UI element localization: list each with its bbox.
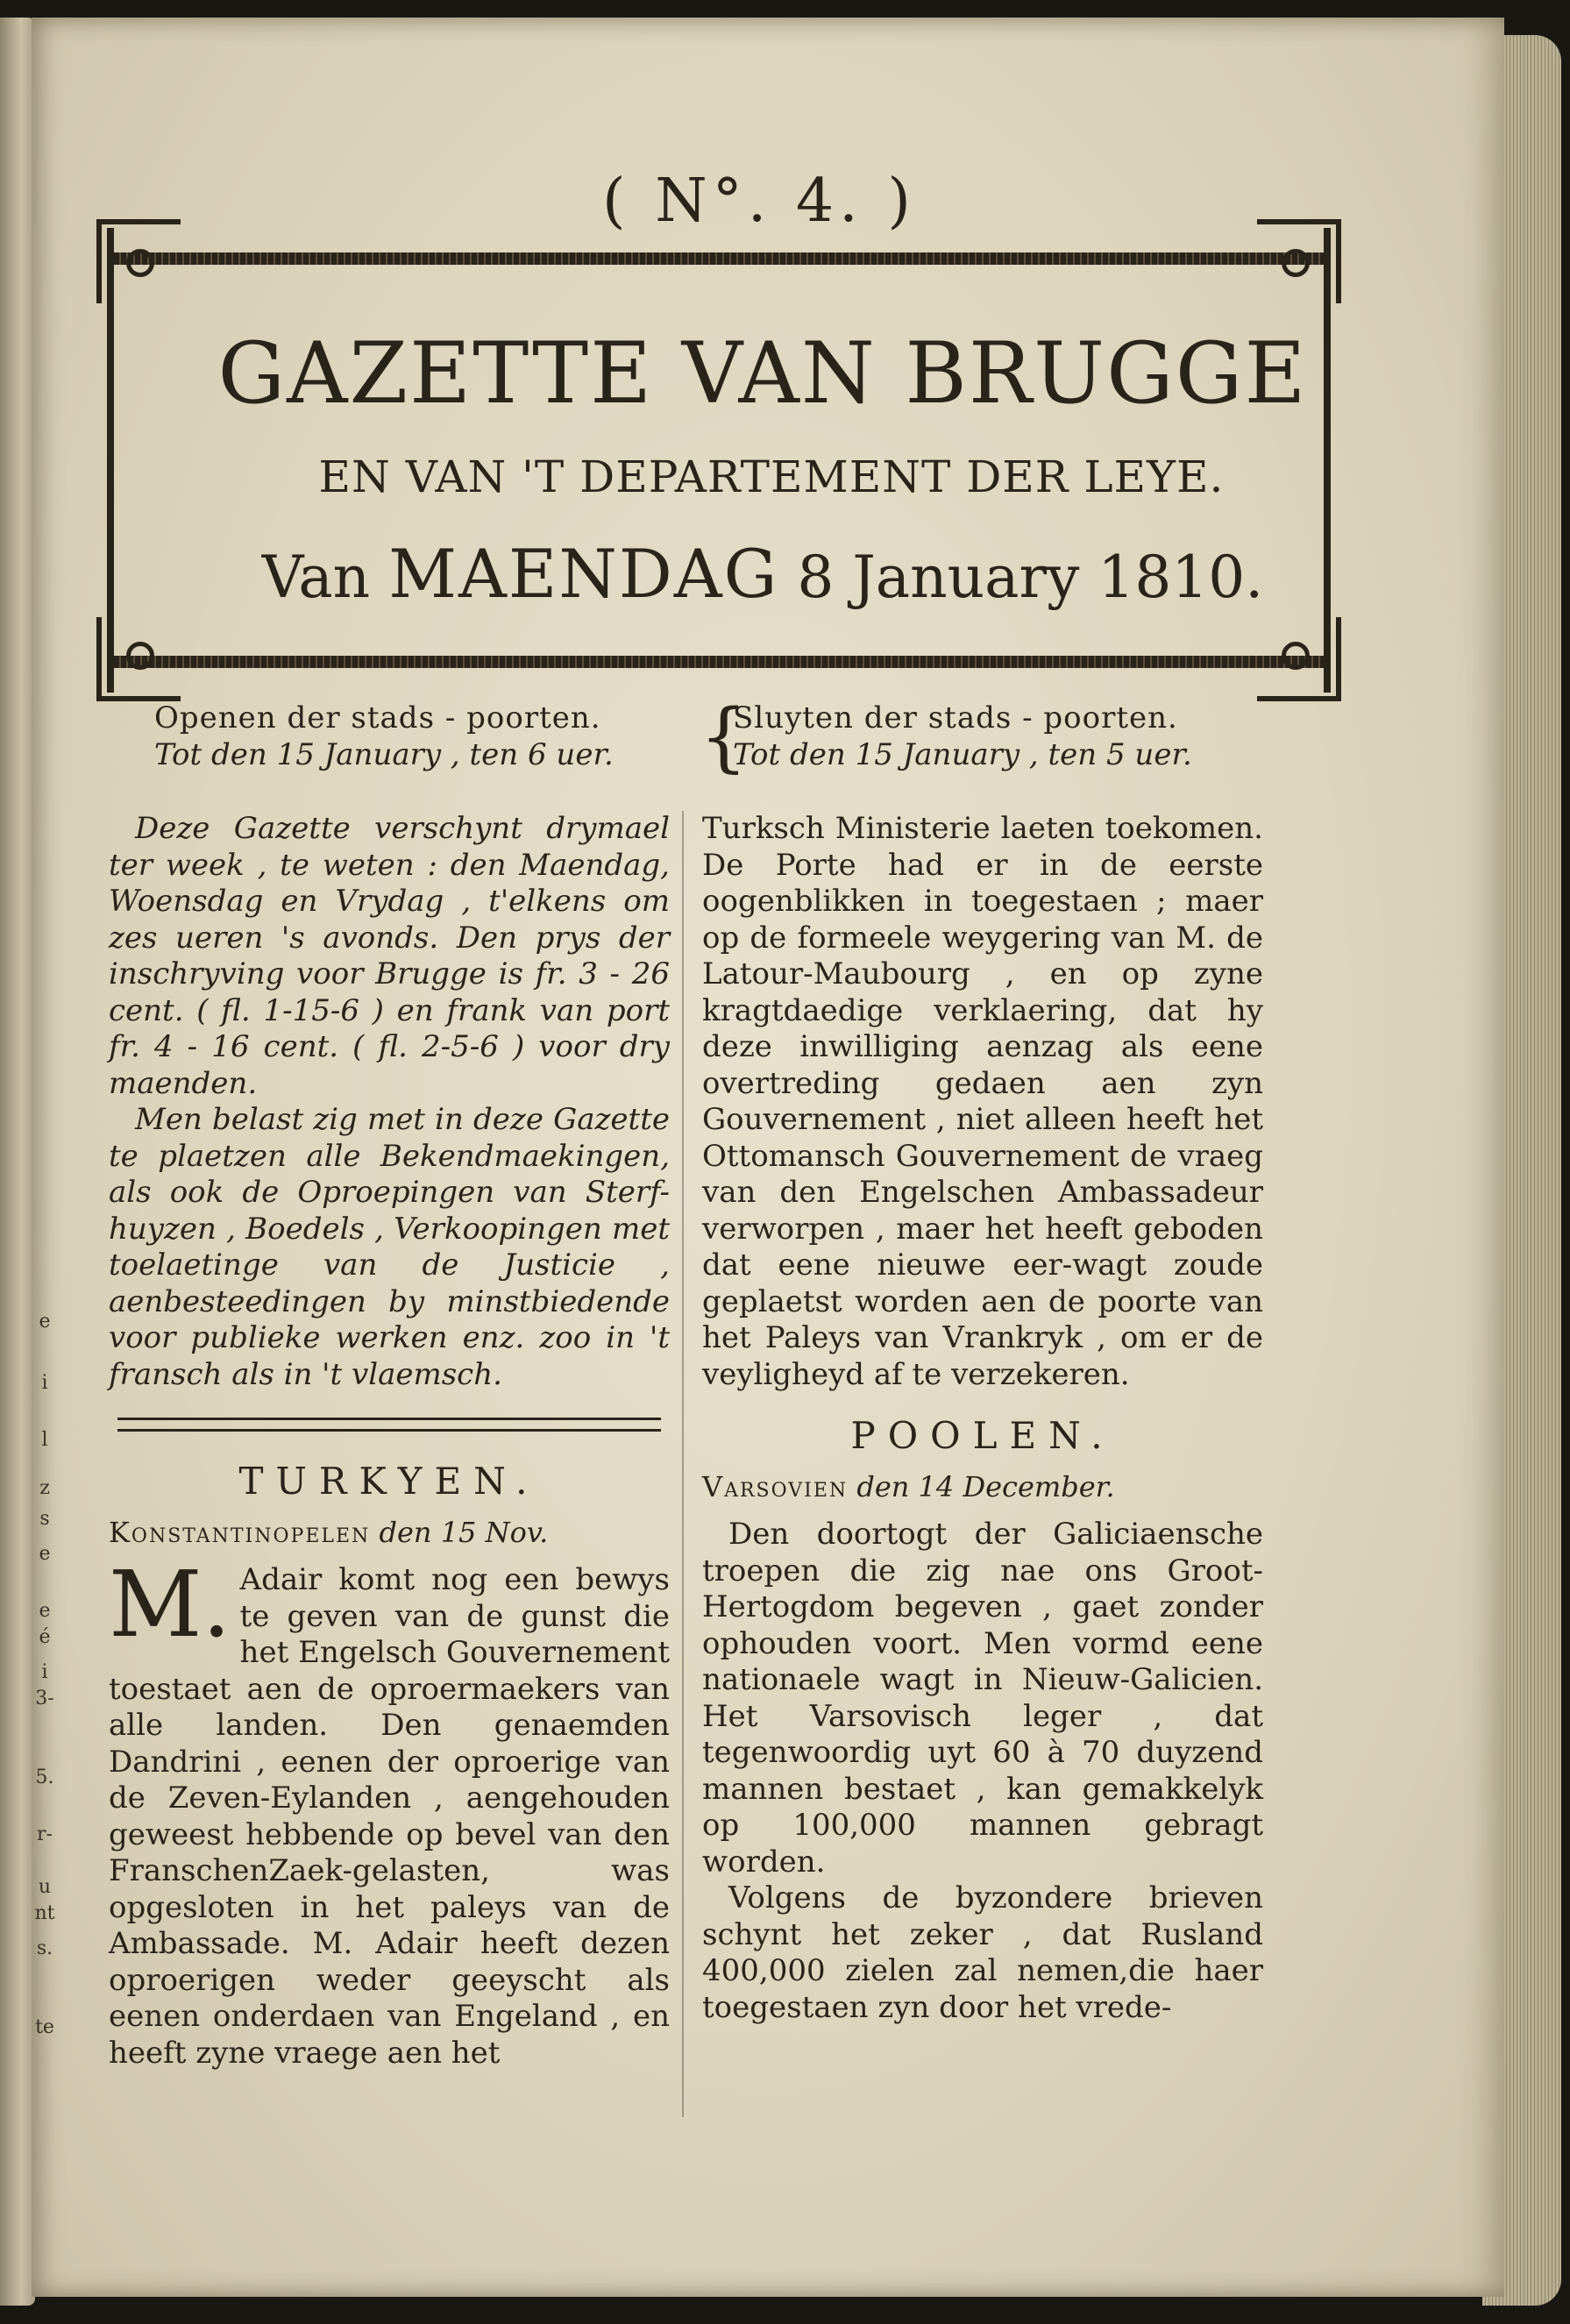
article-poolen-p1: Den doortogt der Galiciaensche troepen die zig nae ons Groot-Hertogdom begeven , gaet zonder ophouden voort. Men vormd eene nationaele wagt in Nieuw-Galicien. Het Varsovisch leger , dat tegenwoordig uyt 60 à 70 duyzend mannen bestaet , kan gemakkelyk op 100,000 mannen gebragt worden. <box>702 1517 1263 1880</box>
article-continuation: Turksch Ministerie laeten toekomen. De Porte had er in de eerste oogenblikken in toegestaen ; maer op de formeele weygering van M. de Latour-Maubourg , en op zyne kragtdaedige verklaering, dat hy deze inwilliging aenzag als eene overtreding gedaen aen zyn Gouvernement , niet alleen heeft het Ottomansch Gouvernement de vraeg van den Engelschen Ambassadeur verworpen , maer het heeft geboden dat eene nieuwe eer-wagt zoude geplaetst worden aen de poorte van het Paleys van Vrankryk , om er de veyligheyd af te verzekeren. <box>702 811 1263 1392</box>
ornament-corner-icon <box>1257 219 1341 303</box>
margin-fragment: e <box>39 1600 51 1622</box>
newspaper-subtitle: EN VAN 'T DEPARTEMENT DER LEYE. <box>318 451 1225 502</box>
dateline-place: Konstantinopelen <box>109 1516 371 1549</box>
margin-fragment: s <box>39 1508 50 1530</box>
margin-fragment: é <box>39 1626 51 1648</box>
margin-fragment: u <box>38 1876 52 1898</box>
drop-cap: M. <box>109 1551 231 1658</box>
brace-icon: { <box>700 693 748 781</box>
gates-open <box>154 700 715 773</box>
margin-fragment: te <box>35 2016 54 2038</box>
subscription-notice: Deze Gazette verschynt drymael ter week , te weten : den Maendag, Woensdag en Vrydag , t'elkens om zes ueren 's avonds. Den prys der inschryving voor Brugge is fr. 3 - 26 cent. ( fl. 1-15-6 ) en frank van port fr. 4 - 16 cent. ( fl. 2-5-6 ) voor dry maenden. <box>109 811 670 1101</box>
masthead-frame <box>107 228 1331 693</box>
facing-page-edge <box>0 18 35 2306</box>
margin-fragment: z <box>39 1477 50 1499</box>
date-prefix: Van <box>261 544 371 611</box>
margin-fragment: 5. <box>35 1766 54 1788</box>
margin-fragment: 3- <box>35 1688 54 1709</box>
article-poolen-p2: Volgens de byzondere brieven schynt het zeker , dat Rusland 400,000 zielen zal nemen,die haer toegestaen zyn door het vrede- <box>702 1880 1263 2025</box>
gates-close <box>733 700 1294 773</box>
gates-close-time: Tot den 15 January , ten 5 uer. <box>733 737 1192 772</box>
margin-fragment: nt <box>34 1902 55 1924</box>
margin-fragment: i <box>41 1661 48 1683</box>
dateline-date: den 15 Nov. <box>379 1516 549 1549</box>
frame-border-top <box>114 252 1324 265</box>
ornament-corner-icon <box>96 219 181 303</box>
ornament-corner-icon <box>1257 617 1341 701</box>
gates-open-title: Openen der stads - poorten. <box>154 700 601 736</box>
gates-open-time: Tot den 15 January , ten 6 uer. <box>154 737 614 772</box>
dateline-date: den 14 December. <box>856 1470 1115 1503</box>
frame-border-bottom <box>114 656 1324 668</box>
issue-number: ( N°. 4. ) <box>602 167 916 236</box>
section-divider <box>117 1418 661 1432</box>
section-heading-turkyen: TURKYEN. <box>238 1460 540 1503</box>
date-rest: 8 January 1810. <box>797 544 1264 611</box>
newspaper-title: GAZETTE VAN BRUGGE <box>217 324 1308 423</box>
article-turkyen-body: Adair komt nog een bewys te geven van de gunst die het Engelsch Gouvernement toestaet aen de oproermaekers van alle landen. Den genaemden Dandrini , eenen der oproerige van de Zeven-Eylanden , aengehouden geweest hebbende op bevel van den FranschenZaek-gelasten, was opgesloten in het paleys van de Ambassade. M. Adair heeft dezen oproerigen weder geeyscht als eenen onderdaen van Engeland , en heeft zyne vraege aen het <box>109 1562 670 2071</box>
margin-fragment: r- <box>37 1823 53 1845</box>
dateline-place: Varsovien <box>702 1470 849 1503</box>
left-column <box>109 811 670 2072</box>
margin-fragment: l <box>41 1429 48 1451</box>
article-turkyen <box>109 1551 670 2072</box>
date-weekday: MAENDAG <box>388 535 779 613</box>
gates-close-title: Sluyten der stads - poorten. <box>733 700 1178 736</box>
margin-fragment: i <box>41 1372 48 1394</box>
newspaper-page <box>32 18 1504 2297</box>
right-column <box>702 811 1263 2026</box>
issue-date <box>237 535 1289 613</box>
margin-fragment: s. <box>36 1937 53 1959</box>
dateline-varsovien <box>702 1469 1263 1504</box>
section-heading-poolen: POOLEN. <box>850 1414 1115 1457</box>
margin-fragment: e <box>39 1543 51 1565</box>
dateline-konstantinopel <box>109 1515 670 1550</box>
ornament-corner-icon <box>96 617 181 701</box>
advertising-notice: Men belast zig met in deze Gazette te plaetzen alle Bekendmaekingen, als ook de Oproepingen van Sterf-huyzen , Boedels , Verkoopingen met toelaetinge van de Justicie , aenbesteedingen by minstbiedende voor publieke werken enz. zoo in 't fransch als in 't vlaemsch. <box>109 1102 670 1392</box>
column-divider <box>682 811 684 2117</box>
margin-fragment: e <box>39 1311 51 1333</box>
